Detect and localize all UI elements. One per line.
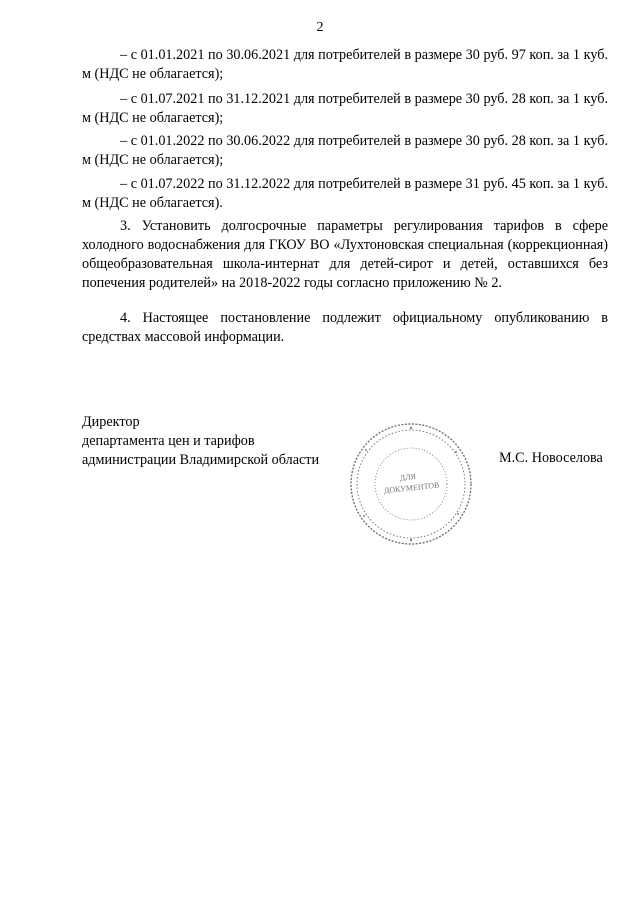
signatory-title (82, 413, 319, 470)
signatory-name: М.С. Новоселова (499, 450, 603, 466)
stamp-text-line: ДОКУМЕНТОВ (383, 480, 440, 496)
tariff-item-4: – с 01.07.2022 по 31.12.2022 для потребителей в размере 31 руб. 45 коп. за 1 куб. м (НДС не облагается). (82, 176, 608, 211)
page-number: 2 (316, 20, 324, 35)
tariff-item-3: – с 01.01.2022 по 30.06.2022 для потребителей в размере 30 руб. 28 коп. за 1 куб. м (НДС не облагается); (82, 133, 608, 168)
stamp-text-line: ДЛЯ (399, 471, 417, 483)
clause-4: 4. Настоящее постановление подлежит официальному опубликованию в средствах массовой информации. (82, 310, 608, 345)
clause-3: 3. Установить долгосрочные параметры регулирования тарифов в сфере холодного водоснабжения для ГКОУ ВО «Лухтоновская специальная (коррекционная) общеобразовательная школа-интернат для детей-сирот и детей, оставшихся без попечения родителей» на 2018-2022 годы согласно приложению № 2. (82, 218, 608, 291)
official-stamp (346, 420, 476, 548)
signatory-title-line: администрации Владимирской области (82, 452, 320, 468)
signatory-title-line: департамента цен и тарифов (82, 433, 255, 449)
signatory-title-line: Директор (82, 414, 140, 430)
tariff-item-1: – с 01.01.2021 по 30.06.2021 для потребителей в размере 30 руб. 97 коп. за 1 куб. м (НДС не облагается); (82, 47, 608, 82)
tariff-item-2: – с 01.07.2021 по 31.12.2021 для потребителей в размере 30 руб. 28 коп. за 1 куб. м (НДС не облагается); (82, 91, 608, 126)
